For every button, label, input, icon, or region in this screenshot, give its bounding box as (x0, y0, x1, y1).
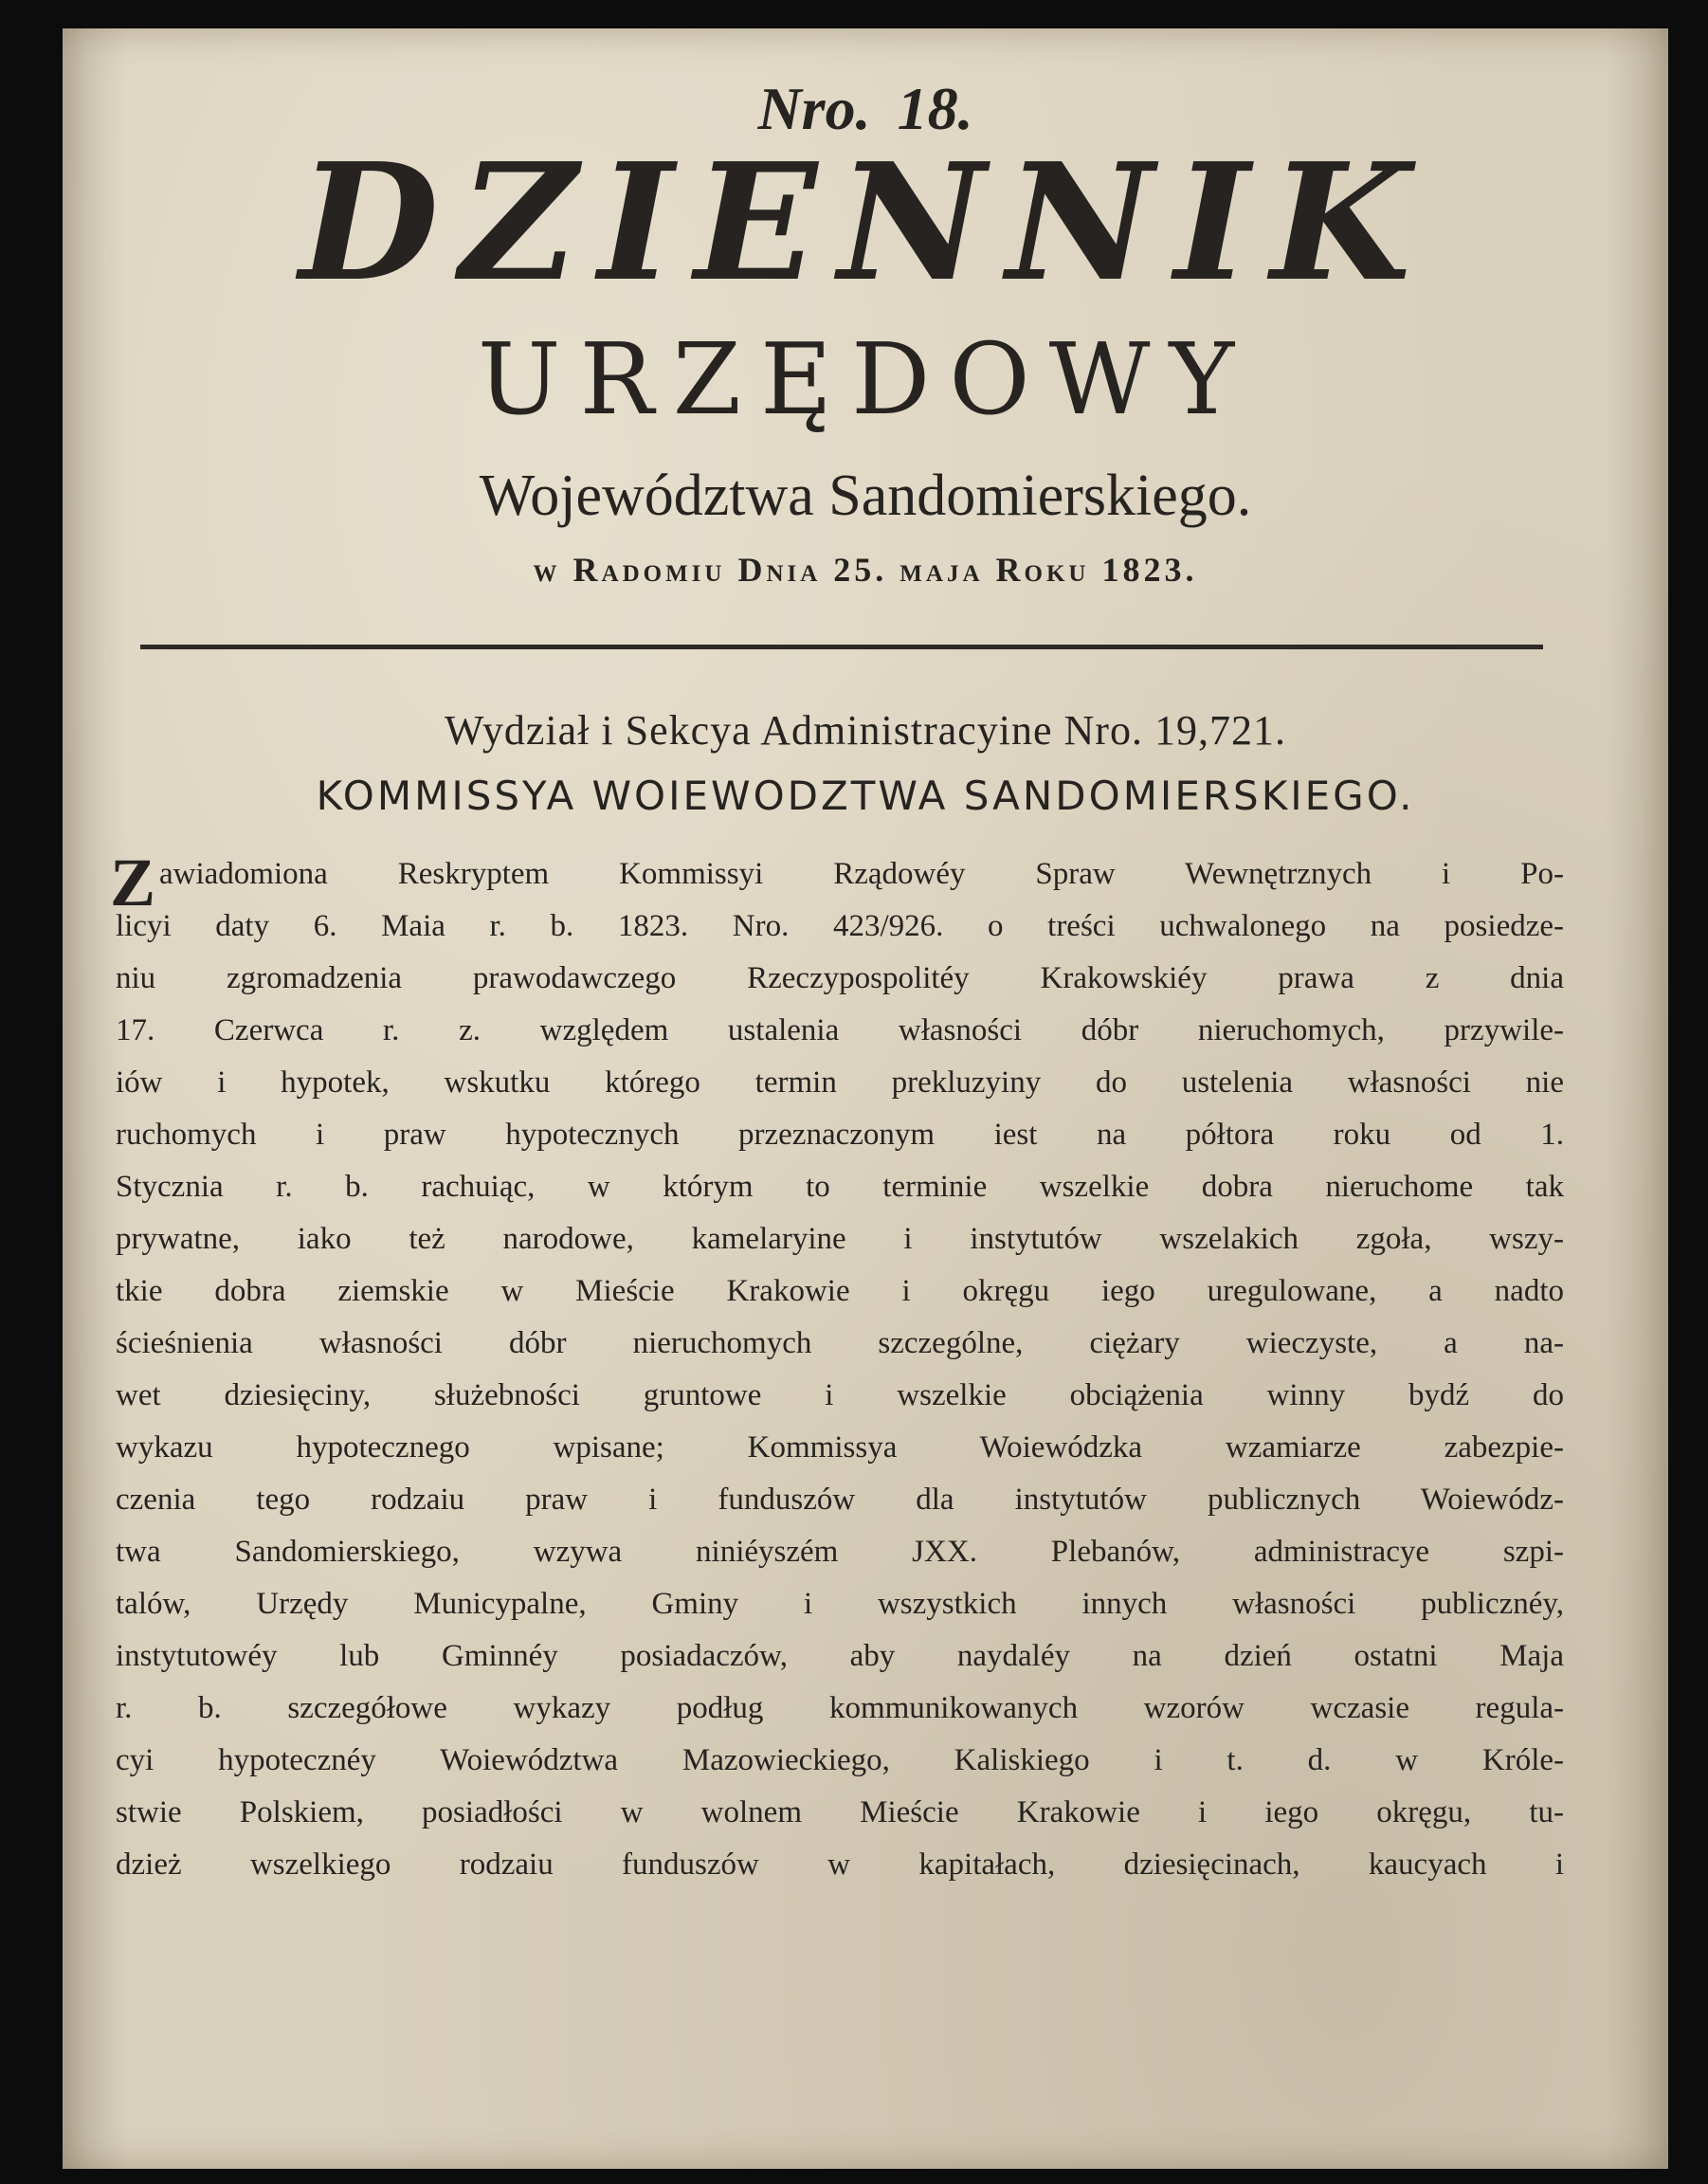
body-line: tkie dobra ziemskie w Mieście Krakowie i okręgu iego uregulowane, a nadto (116, 1274, 1564, 1308)
body-line: stwie Polskiem, posiadłości w wolnem Mieście Krakowie i iego okręgu, tu- (116, 1795, 1564, 1829)
section-heading: Wydział i Sekcya Administracyine Nro. 19,721. (445, 707, 1286, 754)
body-line: dzież wszelkiego rodzaiu funduszów w kapitałach, dziesięcinach, kaucyach i (116, 1847, 1564, 1882)
body-line: czenia tego rodzaiu praw i funduszów dla instytutów publicznych Woiewódz- (116, 1483, 1564, 1517)
body-line: talów, Urzędy Municypalne, Gminy i wszystkich innych własności publicznéy, (116, 1587, 1564, 1621)
body-line: twa Sandomierskiego, wzywa niniéyszém JXX. Plebanów, administracye szpi- (116, 1535, 1564, 1569)
newspaper-page (63, 28, 1668, 2169)
body-line: ścieśnienia własności dóbr nieruchomych szczególne, ciężary wieczyste, a na- (116, 1326, 1564, 1360)
body-line: iów i hypotek, wskutku którego termin prekluzyiny do ustelenia własności nie (116, 1065, 1564, 1100)
drop-cap: Z (110, 845, 156, 920)
body-line: r. b. szczegółowe wykazy podług kommunikowanych wzorów wczasie regula- (116, 1691, 1564, 1725)
body-line: wykazu hypotecznego wpisane; Kommissya Woiewódzka wzamiarze zabezpie- (116, 1430, 1564, 1465)
masthead-title: DZIENNIK (299, 128, 1432, 318)
body-line: Stycznia r. b. rachuiąc, w którym to terminie wszelkie dobra nieruchome tak (116, 1170, 1564, 1204)
body-line: 17. Czerwca r. z. względem ustalenia własności dóbr nieruchomych, przywile- (116, 1013, 1564, 1047)
masthead-subtitle: URZĘDOWY (477, 321, 1254, 437)
body-line: instytutowéy lub Gminnéy posiadaczów, aby naydaléy na dzień ostatni Maja (116, 1639, 1564, 1673)
body-line: prywatne, iako też narodowe, kamelaryine i instytutów wszelakich zgoła, wszy- (116, 1222, 1564, 1256)
issue-number-value: 18. (897, 75, 973, 142)
issue-number-label: Nro. (757, 75, 871, 142)
body-line: cyi hypotecznéy Woiewództwa Mazowieckiego, Kaliskiego i t. d. w Króle- (116, 1743, 1564, 1777)
body-line: niu zgromadzenia prawodawczego Rzeczypospolitéy Krakowskiéy prawa z dnia (116, 961, 1564, 995)
body-line: ruchomych i praw hypotecznych przeznaczonym iest na półtora roku od 1. (116, 1118, 1564, 1152)
body-line: licyi daty 6. Maia r. b. 1823. Nro. 423/926. o treści uchwalonego na posiedze- (116, 909, 1564, 943)
notice-body (110, 845, 1564, 1891)
masthead-voivodeship: Województwa Sandomierskiego. (479, 464, 1252, 528)
body-line: wet dziesięciny, służebności gruntowe i wszelkie obciążenia winny bydź do (116, 1378, 1564, 1412)
header-divider (140, 645, 1543, 649)
masthead-place-date: w Radomiu Dnia 25. maja Roku 1823. (533, 551, 1198, 589)
issuer-heading: KOMMISSYA WOIEWODZTWA SANDOMIERSKIEGO. (316, 773, 1415, 819)
body-line: awiadomiona Reskryptem Kommissyi Rządowéy Spraw Wewnętrznych i Po- (159, 857, 1564, 891)
